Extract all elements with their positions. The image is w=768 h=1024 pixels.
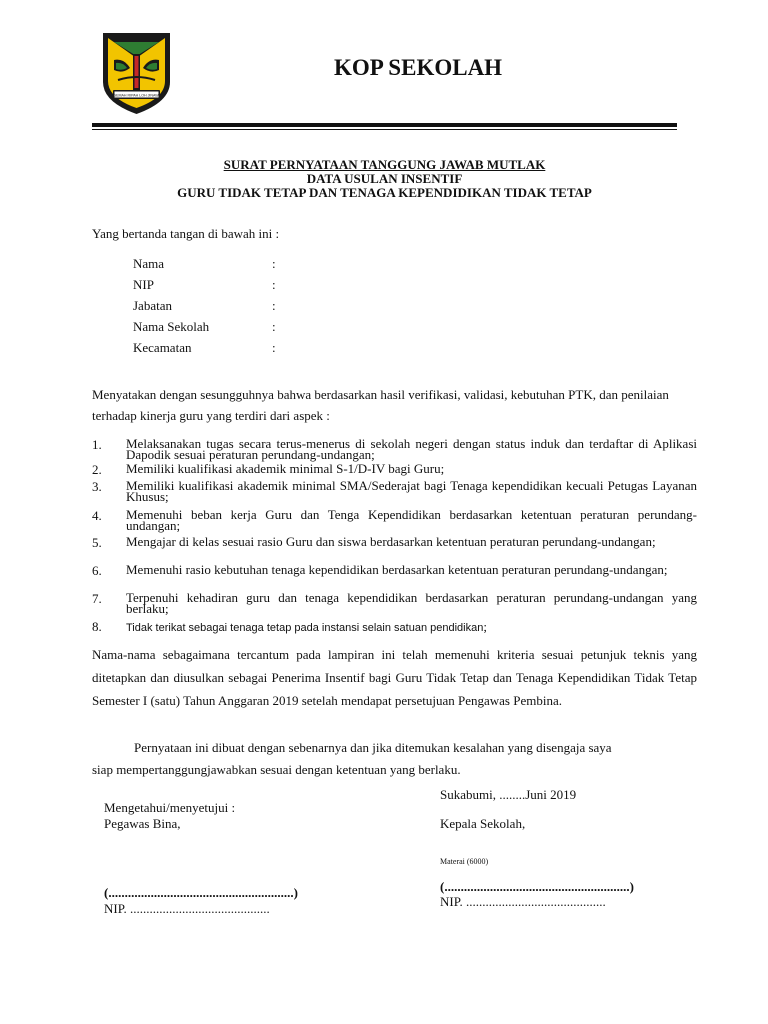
list-item-text: Melaksanakan tugas secara terus-menerus di sekolah negeri dengan status induk dan terdaftar di Aplikasi Dapodik sesuai peraturan perundang-undangan; — [126, 436, 697, 462]
document-title-line-3: GURU TIDAK TETAP DAN TENAGA KEPENDIDIKAN TIDAK TETAP — [177, 185, 592, 200]
list-item-number: 6. — [92, 563, 102, 578]
supervisor-name-blank: (.........................................................) — [104, 885, 298, 900]
supervisor-role: Pegawas Bina, — [104, 816, 181, 831]
list-item-text: Memiliki kualifikasi akademik minimal S-1/D-IV bagi Guru; — [126, 461, 445, 476]
principal-nip: NIP. ........................................... — [440, 894, 606, 909]
closing-line-1: Pernyataan ini dibuat dengan sebenarnya dan jika ditemukan kesalahan yang disengaja saya — [134, 740, 612, 755]
field-label-nama: Nama — [133, 256, 165, 271]
letterhead-title: KOP SEKOLAH — [334, 55, 503, 80]
list-item-number: 1. — [92, 437, 102, 452]
principal-name-blank: (.........................................................) — [440, 879, 634, 894]
crest-motto: GEMAH RIPAH LOH JINAWI — [113, 93, 160, 98]
list-item-number: 4. — [92, 508, 102, 523]
criteria-paragraph: Nama-nama sebagaimana tercantum pada lampiran ini telah memenuhi kriteria sesuai petunjuk teknis yang ditetapkan dan diusulkan sebagai Penerima Insentif bagi Guru Tidak Tetap dan Tenaga Kependidikan Tidak Tetap Semester I (satu) Tahun Anggaran 2019 setelah mendapat persetujuan Pengawas Pembina. — [92, 647, 697, 708]
list-item-text: Mengajar di kelas sesuai rasio Guru dan siswa berdasarkan ketentuan peraturan perundang-undangan; — [126, 534, 656, 549]
list-item-text: Memenuhi rasio kebutuhan tenaga kependidikan berdasarkan ketentuan peraturan perundang-undangan; — [126, 562, 668, 577]
field-colon: : — [272, 319, 276, 334]
document-title-line-1: SURAT PERNYATAAN TANGGUNG JAWAB MUTLAK — [223, 157, 546, 172]
closing-line-2: siap mempertanggungjawabkan sesuai dengan ketentuan yang berlaku. — [92, 762, 461, 777]
list-item-text: Memiliki kualifikasi akademik minimal SMA/Sederajat bagi Tenaga kependidikan kecuali Petugas Layanan Khusus; — [126, 478, 697, 504]
statement-paragraph: Menyatakan dengan sesungguhnya bahwa berdasarkan hasil verifikasi, validasi, kebutuhan PTK, dan penilaian terhadap kinerja guru yang terdiri dari aspek : — [92, 387, 669, 423]
field-colon: : — [272, 340, 276, 355]
principal-role: Kepala Sekolah, — [440, 816, 526, 831]
field-colon: : — [272, 277, 276, 292]
list-item-number: 2. — [92, 462, 102, 477]
list-item-text: Terpenuhi kehadiran guru dan tenaga kependidikan berdasarkan peraturan perundang-undangan yang berlaku; — [126, 590, 697, 616]
field-colon: : — [272, 256, 276, 271]
place-date: Sukabumi, ........Juni 2019 — [440, 787, 577, 802]
letterhead-divider-thin — [92, 129, 677, 130]
supervisor-nip: NIP. ........................................... — [104, 901, 270, 916]
intro-text: Yang bertanda tangan di bawah ini : — [92, 226, 280, 241]
approval-label: Mengetahui/menyetujui : — [104, 800, 236, 815]
stamp-duty-note: Materai (6000) — [440, 857, 489, 866]
field-label-nama-sekolah: Nama Sekolah — [133, 319, 210, 334]
closing-paragraph — [92, 737, 697, 781]
list-item-text: Tidak terikat sebagai tenaga tetap pada instansi selain satuan pendidikan; — [126, 619, 487, 634]
field-colon: : — [272, 298, 276, 313]
field-label-jabatan: Jabatan — [133, 298, 172, 313]
letterhead-divider — [92, 123, 677, 127]
list-item-number: 7. — [92, 591, 102, 606]
list-item-number: 5. — [92, 535, 102, 550]
document-title-line-2: DATA USULAN INSENTIF — [306, 171, 463, 186]
field-label-nip: NIP — [133, 277, 154, 292]
field-label-kecamatan: Kecamatan — [133, 340, 192, 355]
list-item-number: 8. — [92, 619, 102, 634]
list-item-text: Memenuhi beban kerja Guru dan Tenga Kependidikan berdasarkan ketentuan peraturan perundang-undangan; — [126, 507, 697, 533]
school-crest-icon — [100, 30, 173, 116]
list-item-number: 3. — [92, 479, 102, 494]
